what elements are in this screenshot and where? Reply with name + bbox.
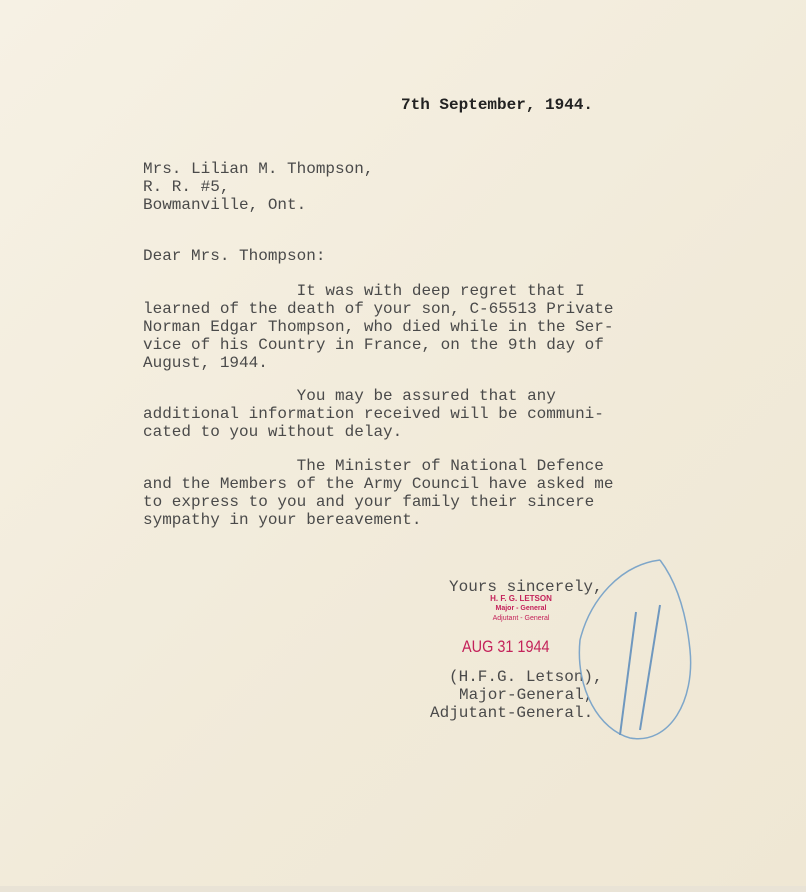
recipient-name: Mrs. Lilian M. Thompson, — [143, 160, 374, 178]
recipient-address: R. R. #5, — [143, 178, 230, 196]
closing: Yours sincerely, — [449, 578, 603, 596]
signatory-title: Adjutant-General. — [430, 704, 594, 722]
stamp-date: AUG 31 1944 — [462, 637, 550, 656]
body-line: August, 1944. — [143, 354, 268, 372]
body-line: to express to you and your family their sincere — [143, 493, 595, 511]
body-line: cated to you without delay. — [143, 423, 403, 441]
body-line: sympathy in your bereavement. — [143, 511, 422, 529]
body-line: vice of his Country in France, on the 9th day of — [143, 336, 604, 354]
signature-loop — [579, 560, 690, 739]
body-line: additional information received will be communi- — [143, 405, 604, 423]
body-line: The Minister of National Defence — [143, 457, 604, 475]
signatory-rank: Major-General, — [459, 686, 594, 704]
body-line: You may be assured that any — [143, 387, 556, 405]
recipient-city: Bowmanville, Ont. — [143, 196, 307, 214]
stamp-title: Adjutant - General — [492, 615, 550, 622]
body-line: Norman Edgar Thompson, who died while in the Ser- — [143, 318, 614, 336]
signature-stroke — [640, 605, 660, 730]
body-line: and the Members of the Army Council have asked me — [143, 475, 614, 493]
stamp-name: H. F. G. LETSON — [490, 594, 552, 603]
signatory-name: (H.F.G. Letson), — [449, 668, 603, 686]
salutation: Dear Mrs. Thompson: — [143, 247, 326, 265]
signature-stroke — [620, 612, 636, 735]
stamp-rank: Major - General — [495, 605, 547, 612]
letter-date: 7th September, 1944. — [401, 96, 594, 114]
body-line: learned of the death of your son, C-65513 Private — [143, 300, 614, 318]
body-line: It was with deep regret that I — [143, 282, 585, 300]
